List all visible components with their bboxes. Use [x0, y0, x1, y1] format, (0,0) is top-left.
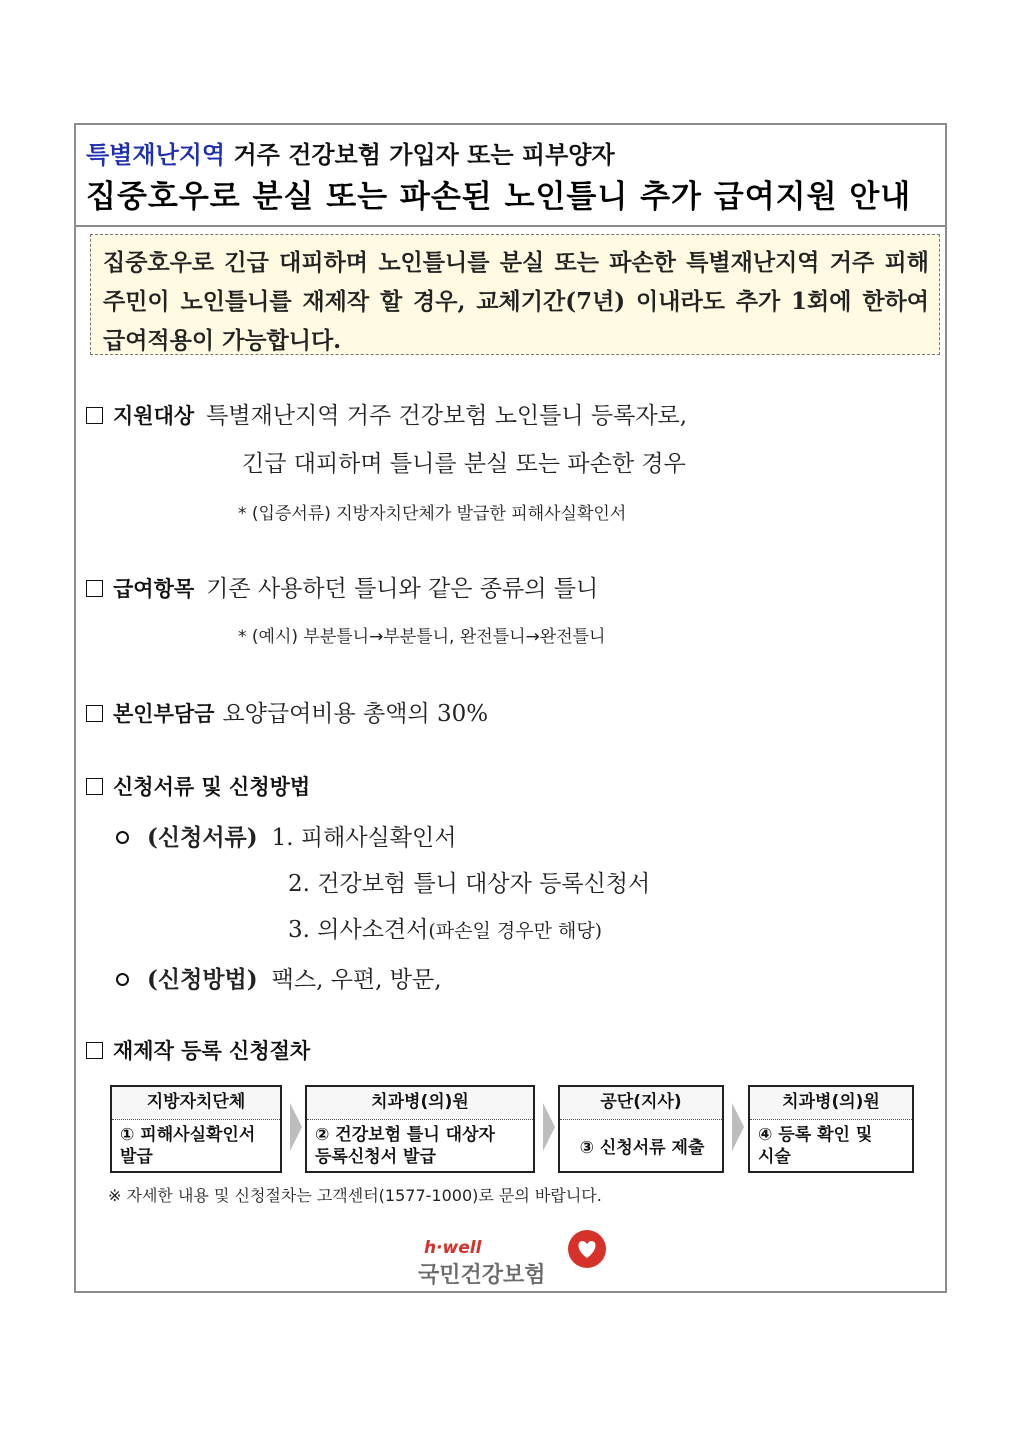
doc-1: 1. 피해사실확인서: [271, 825, 457, 851]
docs-label: (신청서류): [147, 824, 258, 851]
method-label: (신청방법): [147, 966, 258, 993]
subtitle-rest: 거주 건강보험 가입자 또는 피부양자: [225, 141, 615, 169]
section-label: 재제작 등록 신청절차: [113, 1039, 311, 1063]
arrow-right-icon: [290, 1103, 302, 1151]
procedure-step-3: [558, 1085, 724, 1173]
section-target: [86, 397, 687, 430]
step-head: 공단(지사): [560, 1087, 722, 1120]
logo-tagline: h·well: [424, 1238, 482, 1258]
procedure-step-4: [748, 1085, 914, 1173]
item-line-1: 기존 사용하던 틀니와 같은 종류의 틀니: [206, 576, 599, 602]
step-body: ② 건강보험 틀니 대상자 등록신청서 발급: [315, 1125, 495, 1167]
document-frame: [74, 123, 947, 1293]
circle-bullet-icon: [116, 973, 129, 986]
section-label: 본인부담금: [113, 702, 215, 726]
step-head: 치과병(의)원: [750, 1087, 912, 1120]
item-note: * (예시) 부분틀니→부분틀니, 완전틀니→완전틀니: [238, 627, 606, 647]
checkbox-square-icon: [86, 705, 103, 722]
doc-3: [288, 911, 602, 944]
subtitle-highlight: 특별재난지역: [86, 141, 226, 169]
apply-method-row: [116, 961, 442, 994]
target-line-2: 긴급 대피하며 틀니를 분실 또는 파손한 경우: [242, 451, 686, 477]
page-title: 집중호우로 분실 또는 파손된 노인틀니 추가 급여지원 안내: [86, 179, 912, 215]
apply-docs-row: [116, 819, 456, 852]
copay-text: 요양급여비용 총액의 30%: [222, 701, 489, 727]
checkbox-square-icon: [86, 1042, 103, 1059]
heart-logo-icon: [566, 1228, 608, 1270]
logo-name: 국민건강보험: [418, 1263, 546, 1288]
section-label: 지원대상: [113, 404, 195, 428]
section-procedure: [86, 1035, 322, 1065]
section-copay: [86, 695, 488, 728]
step-head: 치과병(의)원: [307, 1087, 533, 1120]
header: [76, 125, 945, 227]
checkbox-square-icon: [86, 407, 103, 424]
step-head: 지방자치단체: [112, 1087, 280, 1120]
procedure-step-1: [110, 1085, 282, 1173]
checkbox-square-icon: [86, 580, 103, 597]
procedure-step-2: [305, 1085, 535, 1173]
nhis-logo: [418, 1228, 618, 1298]
doc-2: 2. 건강보험 틀니 대상자 등록신청서: [288, 871, 651, 897]
notice-box: 집중호우로 긴급 대피하며 노인틀니를 분실 또는 파손한 특별재난지역 거주 피해주민이 노인틀니를 재제작 할 경우, 교체기간(7년) 이내라도 추가 1회에 한하여 급여적용이 가능합니다.: [90, 234, 940, 355]
section-label: 신청서류 및 신청방법: [113, 775, 311, 799]
target-note: * (입증서류) 지방자치단체가 발급한 피해사실확인서: [238, 504, 627, 524]
doc-3-main: 3. 의사소견서: [288, 917, 429, 943]
step-body: ① 피해사실확인서 발급: [120, 1125, 256, 1167]
section-label: 급여항목: [113, 577, 195, 601]
step-body: ④ 등록 확인 및 시술: [758, 1125, 873, 1167]
step-body: ③ 신청서류 제출: [579, 1138, 705, 1158]
checkbox-square-icon: [86, 778, 103, 795]
procedure-footnote: ※ 자세한 내용 및 신청절차는 고객센터(1577-1000)로 문의 바랍니다.: [108, 1186, 602, 1205]
section-item: [86, 570, 598, 603]
arrow-right-icon: [543, 1103, 555, 1151]
circle-bullet-icon: [116, 831, 129, 844]
arrow-right-icon: [732, 1103, 744, 1151]
section-apply: [86, 771, 322, 801]
method-text: 팩스, 우편, 방문,: [271, 967, 442, 993]
header-subtitle: [86, 135, 615, 170]
target-line-1: 특별재난지역 거주 건강보험 노인틀니 등록자로,: [206, 403, 688, 429]
doc-3-note: (파손일 경우만 해당): [428, 920, 603, 942]
